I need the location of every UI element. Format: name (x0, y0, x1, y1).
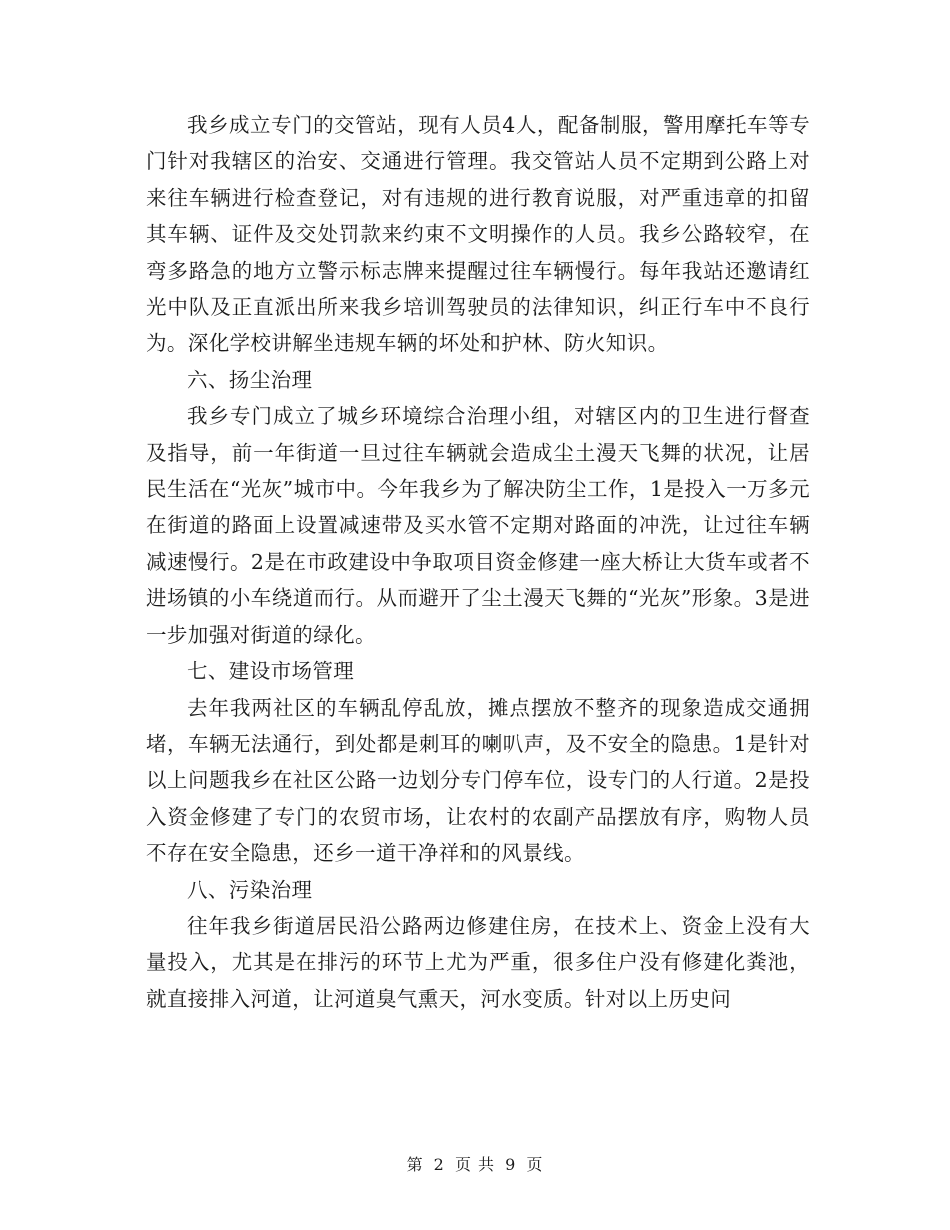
page-footer (0, 1152, 950, 1175)
paragraph-traffic-management: 我乡成立专门的交管站，现有人员4人，配备制服，警用摩托车等专门针对我辖区的治安、交通进行管理。我交管站人员不定期到公路上对来往车辆进行检查登记，对有违规的进行教育说服，对严重违章的扣留其车辆、证件及交处罚款来约束不文明操作的人员。我乡公路较窄，在弯多路急的地方立警示标志牌来提醒过往车辆慢行。每年我站还邀请红光中队及正直派出所来我乡培训驾驶员的法律知识，纠正行车中不良行为。深化学校讲解坐违规车辆的坏处和护林、防火知识。 (146, 113, 810, 356)
paragraph-market-management: 去年我两社区的车辆乱停乱放，摊点摆放不整齐的现象造成交通拥堵，车辆无法通行，到处都是刺耳的喇叭声，及不安全的隐患。1是针对以上问题我乡在社区公路一边划分专门停车位，设专门的人行道。2是投入资金修建了专门的农贸市场，让农村的农副产品摆放有序，购物人员不存在安全隐患，还乡一道干净祥和的风景线。 (146, 695, 810, 866)
section-heading-pollution-control: 八、污染治理 (187, 877, 313, 902)
paragraph-dust-control: 我乡专门成立了城乡环境综合治理小组，对辖区内的卫生进行督查及指导，前一年街道一旦过往车辆就会造成尘土漫天飞舞的状况，让居民生活在“光灰”城市中。今年我乡为了解决防尘工作，1是投入一万多元在街道的路面上设置减速带及买水管不定期对路面的冲洗，让过往车辆减速慢行。2是在市政建设中争取项目资金修建一座大桥让大货车或者不进场镇的小车绕道而行。从而避开了尘土漫天飞舞的“光灰”形象。3是进一步加强对街道的绿化。 (146, 404, 810, 647)
footer-suffix: 页 (526, 1155, 544, 1174)
footer-prefix: 第 (406, 1155, 424, 1174)
footer-current-page: 2 (433, 1155, 445, 1174)
section-heading-dust-control: 六、扬尘治理 (187, 367, 313, 392)
footer-middle: 页 共 (454, 1155, 496, 1174)
document-body (146, 107, 810, 1017)
footer-total-pages: 9 (505, 1155, 517, 1174)
section-heading-market-management: 七、建设市场管理 (187, 659, 355, 684)
paragraph-pollution-control: 往年我乡街道居民沿公路两边修建住房，在技术上、资金上没有大量投入，尤其是在排污的环节上尤为严重，很多住户没有修建化粪池，就直接排入河道，让河道臭气熏天，河水变质。针对以上历史问 (146, 913, 810, 1011)
